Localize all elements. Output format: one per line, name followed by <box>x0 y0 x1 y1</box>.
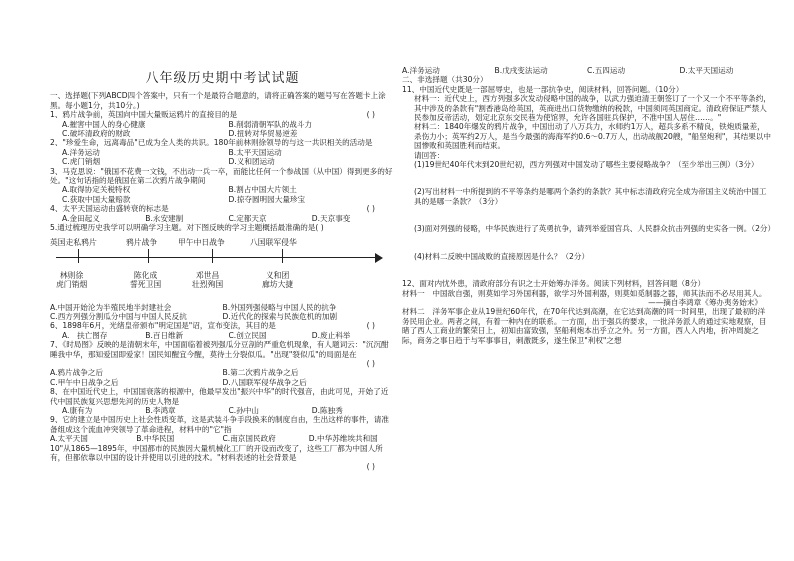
timeline-person-1 <box>56 271 87 289</box>
person-name: 邓世昌 <box>195 270 220 280</box>
section1-heading: 一、选择题(下列ABCD四个答案中，只有一个是最符合题意的，请将正确答案的题号写在答题卡上涂黑。每小题1分，共10分。) <box>50 91 386 110</box>
option-d: D.陈独秀 <box>311 405 343 415</box>
question-stem: 10"从1865—1895年，中国都市的民族因大量机械化工厂的开设而改变了，这些工厂都为中国人所有，但都依靠以中国的设计并使用以引进的技术。"材料表述的社会背景是 <box>50 443 383 462</box>
option-d: D.中华苏维埃共和国 <box>308 434 378 444</box>
question-stem: 9、它的建立是中国历史上社会性质变革，这是武装斗争手段换来的制度自由，生出这样的事件，请准备组成这个流血冲突领导了革命进程，材料中的"它"指 <box>50 415 389 434</box>
option-d: D.掠夺圆明园大量珍宝 <box>228 194 306 204</box>
question-stem: 2、"珍爱生命，远离毒品"已成为全人类的共识。180年前林则徐领导的与这一共识相关的活动是 <box>50 138 373 148</box>
timeline-person-2 <box>130 271 161 289</box>
q12-source: ——摘自李鸿章《筹办夷务始末》 <box>648 297 762 307</box>
question-10 <box>50 444 395 472</box>
question-3 <box>50 167 395 205</box>
timeline-arrow-icon <box>375 253 383 263</box>
option-c: C.孙中山 <box>228 405 259 415</box>
option-b: B.中华民国 <box>136 434 175 444</box>
option-d: D.太平天国运动 <box>679 66 734 75</box>
page-title: 八年级历史期中考试试题 <box>145 71 300 86</box>
question-6 <box>50 321 395 340</box>
section2-heading: 二、非选择题（共30分） <box>402 75 488 85</box>
q11-subquestion-4: (4)材料二反映中国战败的直接原因是什么？（2分） <box>414 251 590 261</box>
person-name: 林则徐 <box>59 270 84 280</box>
question-2 <box>50 138 395 166</box>
option-a: A.取得协定关税特权 <box>62 185 131 195</box>
option-a: A. 扶亡图存 <box>62 330 108 340</box>
option-c: C.虎门销烟 <box>62 157 101 167</box>
option-b: B.太平天国运动 <box>228 147 282 157</box>
right-column <box>402 66 776 345</box>
option-d: D.八国联军侵华战争之后 <box>222 377 307 387</box>
option-d: D.天京事变 <box>311 213 351 223</box>
question-7 <box>50 340 395 387</box>
timeline-person-3 <box>192 271 223 289</box>
timeline-label-4: 八国联军侵华 <box>250 237 297 247</box>
left-column <box>50 0 395 472</box>
option-b: B.削弱清朝军队的战斗力 <box>228 119 313 129</box>
answer-bracket: ( ) <box>366 110 375 120</box>
question-stem: 7、《时局图》反映的是清朝末年，中国面临着被列强瓜分豆剖的严重危机现象，有人题词云："沉沉酣睡我中华，那知爱国即爱家！国民知醒宜今醒，莫待土分裂似瓜。"出现"裂似瓜"的局面是在 <box>50 340 389 359</box>
option-c: C.西方列强分割瓜分中国与中国人民反抗 <box>50 311 187 321</box>
option-a: A.康有为 <box>62 405 93 415</box>
q12-intro: 12、面对内忧外患，清政府部分有识之士开始筹办洋务。阅读下列材料，回答问题（8分） <box>402 279 706 289</box>
question-4 <box>50 204 395 223</box>
answer-bracket: ( ) <box>366 204 375 214</box>
person-event: 廊坊大捷 <box>262 279 294 289</box>
question-1 <box>50 110 395 138</box>
q11-intro: 11、中国近代史既是一部屈辱史，也是一部抗争史，阅读材料，回答问题。（10分） <box>402 84 684 94</box>
timeline-label-2: 鸦片战争 <box>126 237 158 247</box>
option-b: B.割占中国大片领土 <box>228 185 297 195</box>
question-8 <box>50 387 395 415</box>
option-b: B.永安建制 <box>145 213 184 223</box>
q10-options <box>402 66 772 75</box>
option-a: A.洋务运动 <box>402 66 440 75</box>
q11-subquestion-2: (2)写出材料一中所提到的不平等条约是哪两个条约的条款？其中标志清政府完全成为帝国主义统治中国工具的是哪一条款？（3分） <box>414 187 767 206</box>
option-c: C.创立民国 <box>228 330 267 340</box>
option-a: A.洋务运动 <box>62 147 100 157</box>
option-c: C.甲午中日战争之后 <box>50 377 119 387</box>
option-a: A.中国开始沦为半殖民地半封建社会 <box>50 302 172 312</box>
option-a: A.鸦片战争之后 <box>50 368 104 378</box>
question-5 <box>50 223 395 321</box>
question-stem: 3、马克思说："俄国不花费一文钱，不出动一兵一卒，而能比任何一个参战国（从中国）得到更多的好处。"这句话指的是俄国在第二次鸦片战争期间 <box>50 166 393 186</box>
timeline-tick <box>78 249 79 263</box>
option-b: B.外国列强侵略与中国人民的抗争 <box>222 302 337 312</box>
option-b: B.百日维新 <box>145 330 184 340</box>
person-name: 义和团 <box>265 270 290 280</box>
question-9 <box>50 415 395 443</box>
timeline-tick <box>282 249 283 263</box>
timeline-axis <box>56 257 377 258</box>
option-d: D.扭转对华贸易逆差 <box>228 129 298 139</box>
option-a: A.太平天国 <box>50 434 88 444</box>
option-a: A.金田起义 <box>62 213 100 223</box>
person-event: 誓死卫国 <box>130 279 162 289</box>
q11-material-1: 材料一：近代史上，西方列强多次发动侵略中国的战争，以武力强迫清王朝签订了一个又一个不平等条约，其中涉及的条款有"割香港岛给英国，英商进出口货物缴纳的税款，中国须同英国商定。清政府保证严禁人民参加反帝活动，划定北京东交民巷为使馆界，允许各国驻兵保护，不准中国人居住……。" <box>414 94 771 123</box>
q11-subquestion-3: (3)面对列强的侵略，中华民族进行了英勇抗争，请列举爱国官兵、人民群众抗击列强的史实各一例。（2分） <box>414 224 776 234</box>
timeline-label-1: 英国走私鸦片 <box>50 237 97 247</box>
option-c: C.获取中国大量赔款 <box>62 194 131 204</box>
answer-bracket: ( ) <box>366 358 375 368</box>
option-c: C.定都天京 <box>228 213 267 223</box>
option-d: D.废止科举 <box>311 330 351 340</box>
question-stem: 6、1898年6月，光绪皇帝颁布"明定国是"诏，宣布变法，其目的是 <box>50 321 276 331</box>
q12-material-2: 材料二 洋务军事企业从19世纪60年代，在70年代达到高潮，在它达到高潮的同一时间里，出现了最初的洋务民用企业。两者之间，有着一种内在的联系。一方面，出于强兵的要求，一批洋务派人的通过实地观察，目睹了西人工商业的繁荣日上，初知由富致强，坚船利炮本出乎立之外。另一方面，西人入内地，折冲周旋之际，商务之事日趋于与军事事目，刺激既多，遂生保卫"利权"之想 <box>402 307 767 345</box>
option-b: B.李鸿章 <box>145 405 176 415</box>
q11-ask: 请回答： <box>414 150 445 160</box>
timeline-label-3: 甲午中日战争 <box>178 237 225 247</box>
timeline-tick <box>148 249 149 263</box>
option-b: B.第二次鸦片战争之后 <box>222 368 299 378</box>
person-event: 虎门销烟 <box>56 279 88 289</box>
option-d: D.近代化的探索与民族危机的加剧 <box>222 311 338 321</box>
answer-bracket: ( ) <box>366 462 375 472</box>
q12-material-1: 材料一 中国欲自强，则莫如学习外国利器，欲学习外国利器，则莫如觅制器之器，师其法而不必尽用其人。 <box>402 288 767 298</box>
question-stem: 8、在中国近代史上，中国国衰落的根源中，他最早发出"振兴中华"的时代强音，由此可见，开始了近代中国民族复兴思想先河的历史人物是 <box>50 387 389 406</box>
option-a: A.摧害中国人的身心健康 <box>62 119 146 129</box>
timeline-tick <box>212 249 213 263</box>
option-c: C.五四运动 <box>587 66 626 75</box>
option-d: D.义和团运动 <box>228 157 275 167</box>
person-event: 壮烈殉国 <box>192 279 224 289</box>
question-stem: 4、太平天国运动由盛转衰的标志是 <box>50 204 169 214</box>
option-c: C.破坏清政府的财政 <box>62 129 131 139</box>
q11-material-2: 材料二：1840年爆发的鸦片战争，中国出动了八万兵力，水师约1万人，超兵多系不精良，铁炮质量差，杀伤力小；英军约2万人，是当今最强的海海军约0.6～0.7万人，出动战舰20艘，"船坚炮利"，其结果以中国惨败和英国胜利而结束。 <box>414 122 771 151</box>
timeline-diagram <box>50 235 395 301</box>
question-stem: 1、鸦片战争前，英国向中国大量贩运鸦片的直接目的是 <box>50 110 238 120</box>
question-stem: 5.通过梳理历史我学可以明确学习主题。对下图反映的学习主题概括最准确的是( ) <box>50 223 324 233</box>
q11-subquestion-1: (1)19世纪40年代末到20世纪初，西方列强对中国发动了哪些主要侵略战争？（至少举出三例）（3分） <box>414 160 759 170</box>
timeline-person-4 <box>262 271 293 289</box>
answer-bracket: ( ) <box>366 321 375 331</box>
option-b: B.戊戌变法运动 <box>494 66 548 75</box>
person-name: 陈化成 <box>133 270 158 280</box>
option-c: C.南京国民政府 <box>222 434 276 444</box>
